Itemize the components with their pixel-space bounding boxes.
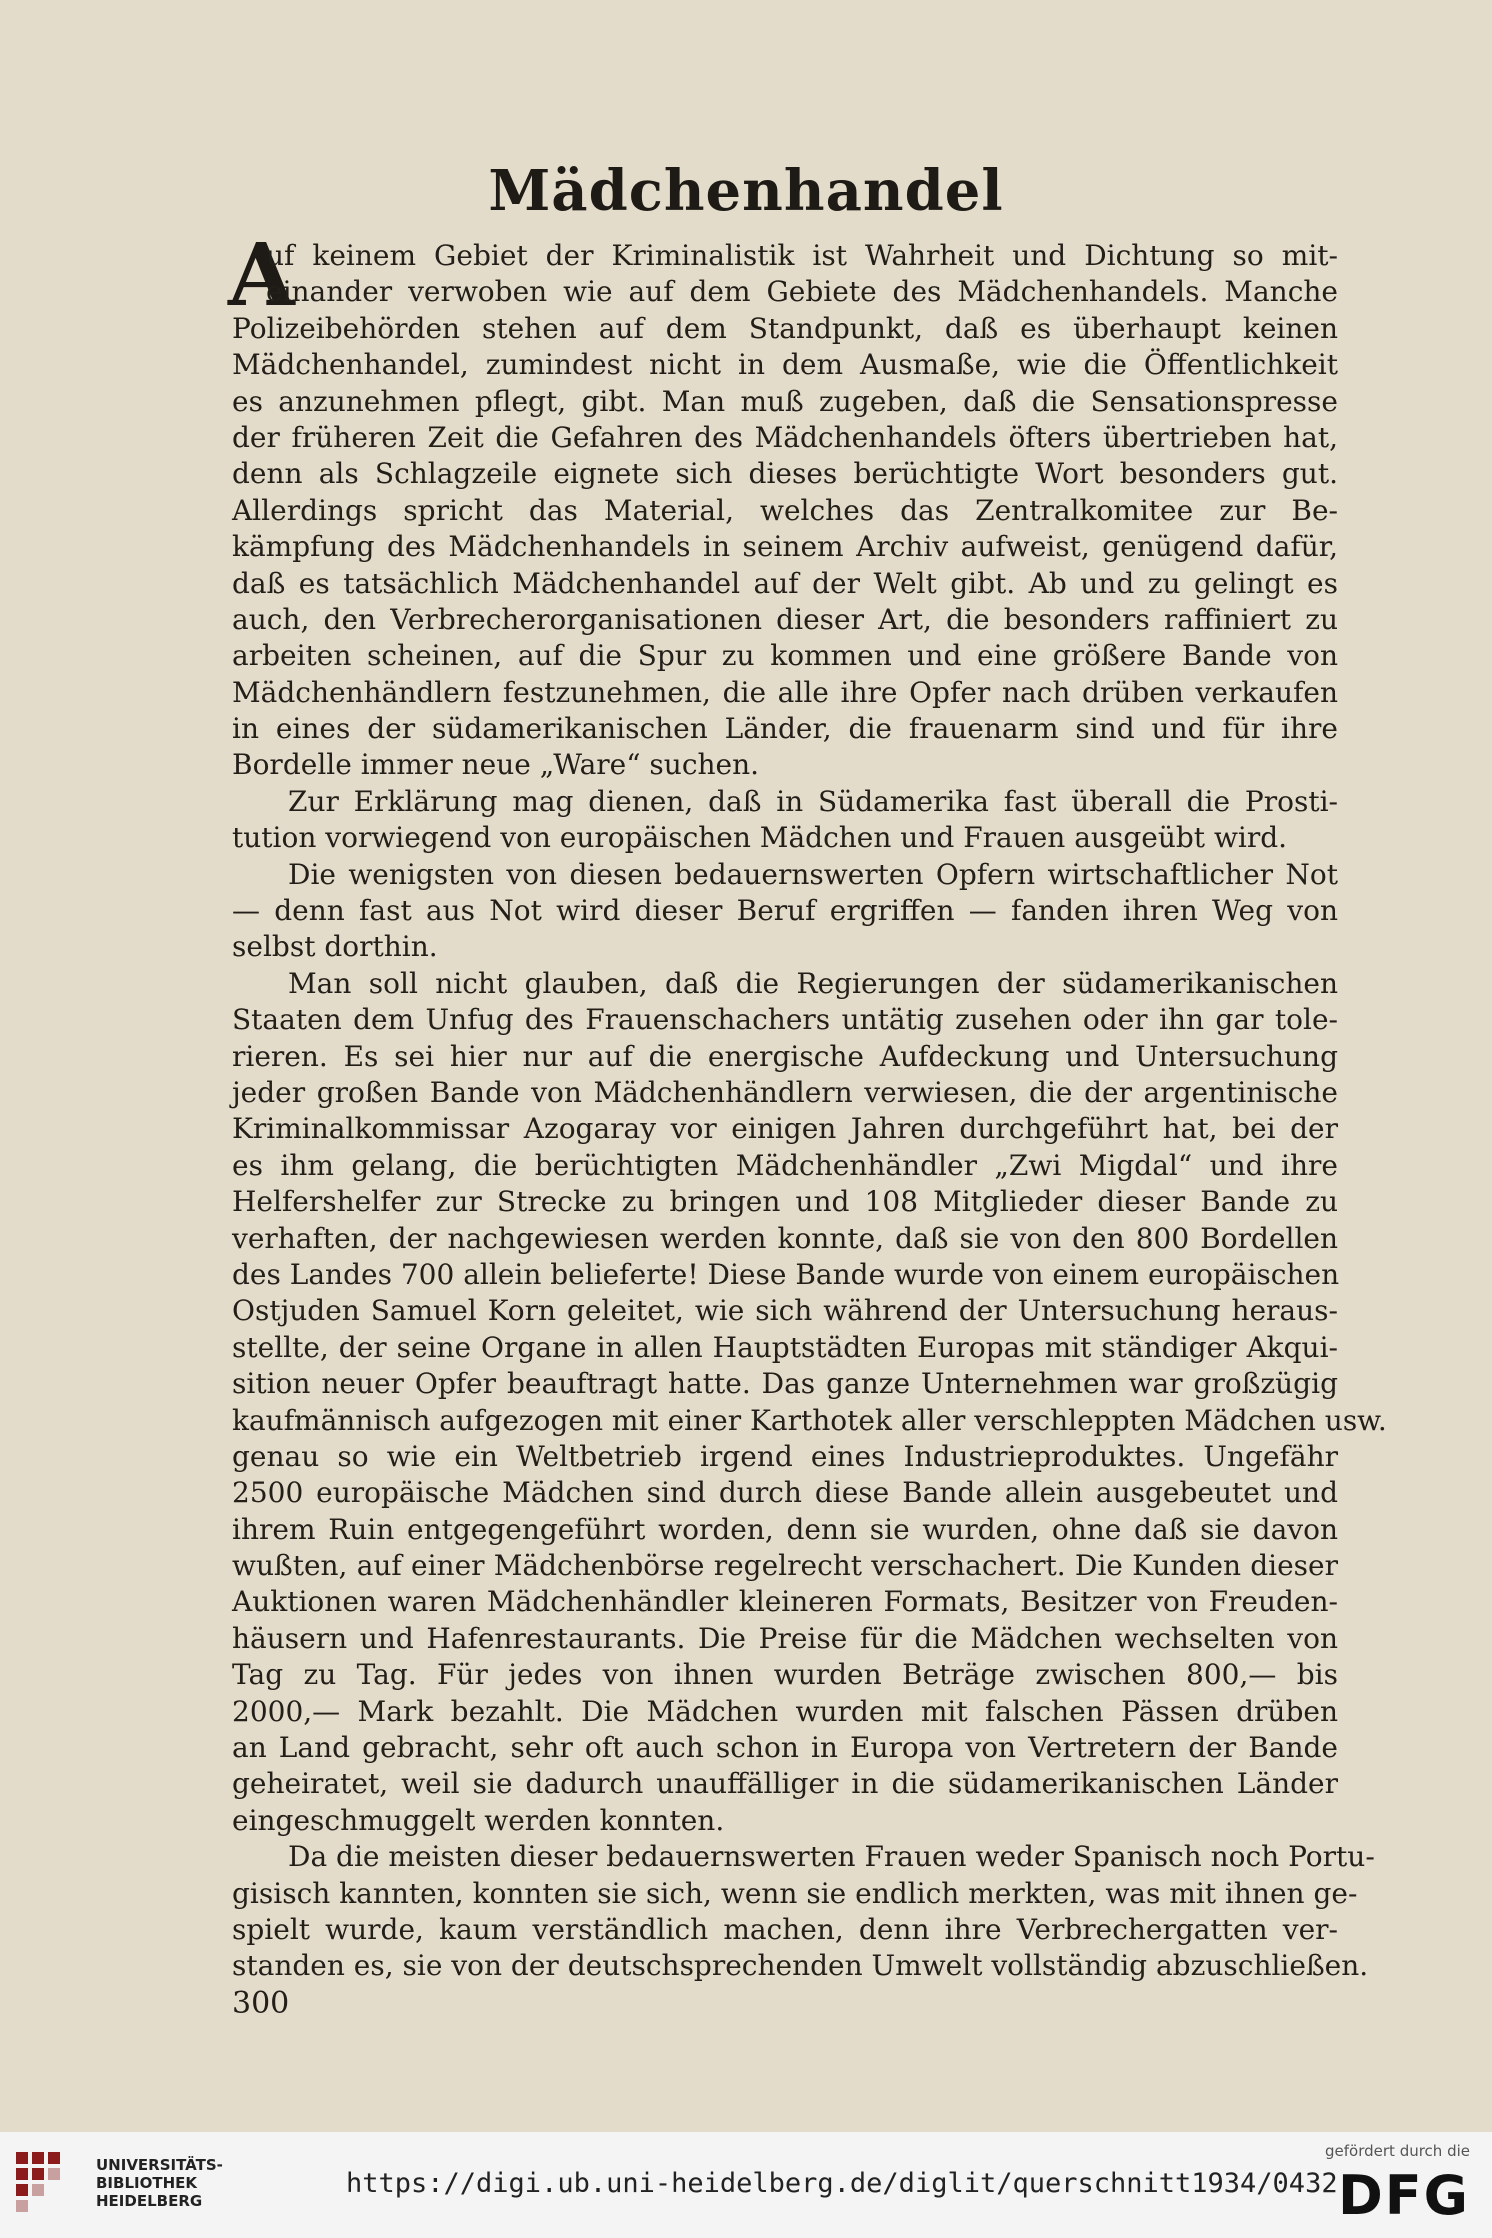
text-line: Die wenigsten von diesen bedauernswerten Opfern wirtschaftlicher Not [288,857,1338,891]
dfg-logo: DFG [1337,2164,1470,2227]
text-line: verhaften, der nachgewiesen werden konnte, daß sie von den 800 Bordellen [232,1221,1338,1255]
university-library-logo-icon [12,2148,84,2220]
text-line: Helfershelfer zur Strecke zu bringen und 108 Mitglieder dieser Bande zu [232,1185,1338,1219]
page-number: 300 [232,1986,290,2021]
text-line: kaufmännisch aufgezogen mit einer Karthotek aller verschleppten Mädchen usw. [232,1403,1387,1437]
article-title: Mädchenhandel [488,158,1004,224]
institution-line: BIBLIOTHEK [96,2174,197,2192]
text-line: der früheren Zeit die Gefahren des Mädchenhandels öfters übertrieben hat, [232,420,1338,454]
text-line: standen es, sie von der deutschsprechenden Umwelt vollständig abzuschließen. [232,1949,1369,1983]
text-line: Polizeibehörden stehen auf dem Standpunkt, daß es überhaupt keinen [232,311,1338,345]
funding-caption: gefördert durch die [1325,2142,1470,2160]
text-line: denn als Schlagzeile eignete sich dieses berüchtigte Wort besonders gut. [232,457,1338,491]
text-line: wußten, auf einer Mädchenbörse regelrecht verschachert. Die Kunden dieser [232,1549,1338,1583]
text-line: Mädchenhandel, zumindest nicht in dem Ausmaße, wie die Öffentlichkeit [232,348,1338,382]
text-line: Da die meisten dieser bedauernswerten Frauen weder Spanisch noch Portu- [288,1840,1375,1874]
document-url-link[interactable]: https://digi.ub.uni-heidelberg.de/diglit/querschnitt1934/0432 [346,2168,1338,2199]
text-line: Mädchenhändlern festzunehmen, die alle ihre Opfer nach drüben verkaufen [232,675,1338,709]
text-line: arbeiten scheinen, auf die Spur zu kommen und eine größere Bande von [232,639,1338,673]
text-line: auch, den Verbrecherorganisationen dieser Art, die besonders raffiniert zu [232,602,1338,636]
institution-name [96,2156,223,2210]
text-line: Staaten dem Unfug des Frauenschachers untätig zusehen oder ihn gar tole- [232,1003,1338,1037]
text-line: 2500 europäische Mädchen sind durch diese Bande allein ausgebeutet und [232,1476,1338,1510]
text-line: sition neuer Opfer beauftragt hatte. Das ganze Unternehmen war großzügig [232,1367,1338,1401]
text-line: einander verwoben wie auf dem Gebiete des Mädchenhandels. Manche [266,275,1338,309]
drop-cap: A [228,225,295,326]
text-line: daß es tatsächlich Mädchenhandel auf der Welt gibt. Ab und zu gelingt es [232,566,1338,600]
text-line: jeder großen Bande von Mädchenhändlern verwiesen, die der argentinische [232,1075,1338,1109]
text-line: Kriminalkommissar Azogaray vor einigen Jahren durchgeführt hat, bei der [232,1112,1338,1146]
text-line: häusern und Hafenrestaurants. Die Preise für die Mädchen wechselten von [232,1621,1338,1655]
institution-line: HEIDELBERG [96,2192,203,2210]
text-line: selbst dorthin. [232,930,438,964]
text-line: kämpfung des Mädchenhandels in seinem Archiv aufweist, genügend dafür, [232,530,1338,564]
text-line: genau so wie ein Weltbetrieb irgend eines Industrieproduktes. Ungefähr [232,1439,1338,1473]
text-line: Bordelle immer neue „Ware“ suchen. [232,748,760,782]
text-line: — denn fast aus Not wird dieser Beruf ergriffen — fanden ihren Weg von [232,894,1338,928]
text-line: uf keinem Gebiet der Kriminalistik ist Wahrheit und Dichtung so mit- [266,239,1338,272]
text-line: es ihm gelang, die berüchtigten Mädchenhändler „Zwi Migdal“ und ihre [232,1148,1338,1182]
institution-line: UNIVERSITÄTS- [96,2156,223,2174]
text-line: rieren. Es sei hier nur auf die energische Aufdeckung und Untersuchung [232,1039,1338,1073]
text-line: tution vorwiegend von europäischen Mädchen und Frauen ausgeübt wird. [232,821,1288,855]
text-line: Auktionen waren Mädchenhändler kleineren Formats, Besitzer von Freuden- [232,1585,1338,1619]
text-line: Allerdings spricht das Material, welches das Zentralkomitee zur Be- [232,493,1338,527]
text-line: an Land gebracht, sehr oft auch schon in Europa von Vertretern der Bande [232,1731,1338,1765]
text-line: Zur Erklärung mag dienen, daß in Südamerika fast überall die Prosti- [288,784,1338,818]
text-line: Man soll nicht glauben, daß die Regierungen der südamerikanischen [288,966,1338,1000]
text-line: gisisch kannten, konnten sie sich, wenn sie endlich merkten, was mit ihnen ge- [232,1876,1358,1910]
text-line: 2000,— Mark bezahlt. Die Mädchen wurden mit falschen Pässen drüben [232,1694,1338,1728]
text-line: des Landes 700 allein belieferte! Diese Bande wurde von einem europäischen [232,1257,1340,1291]
text-line: Ostjuden Samuel Korn geleitet, wie sich während der Untersuchung heraus- [232,1294,1338,1328]
text-line: es anzunehmen pflegt, gibt. Man muß zugeben, daß die Sensationspresse [232,384,1338,418]
text-line: stellte, der seine Organe in allen Hauptstädten Europas mit ständiger Akqui- [232,1330,1338,1364]
text-line: geheiratet, weil sie dadurch unauffälliger in die südamerikanischen Länder [232,1767,1338,1801]
article-body [232,238,1387,1985]
text-line: in eines der südamerikanischen Länder, die frauenarm sind und für ihre [232,712,1338,746]
text-line: spielt wurde, kaum verständlich machen, denn ihre Verbrechergatten ver- [232,1912,1338,1946]
text-line: Tag zu Tag. Für jedes von ihnen wurden Beträge zwischen 800,— bis [232,1658,1338,1692]
text-line: eingeschmuggelt werden konnten. [232,1803,725,1837]
text-line: ihrem Ruin entgegengeführt worden, denn sie wurden, ohne daß sie davon [232,1512,1338,1546]
viewer-footer [0,2132,1492,2238]
